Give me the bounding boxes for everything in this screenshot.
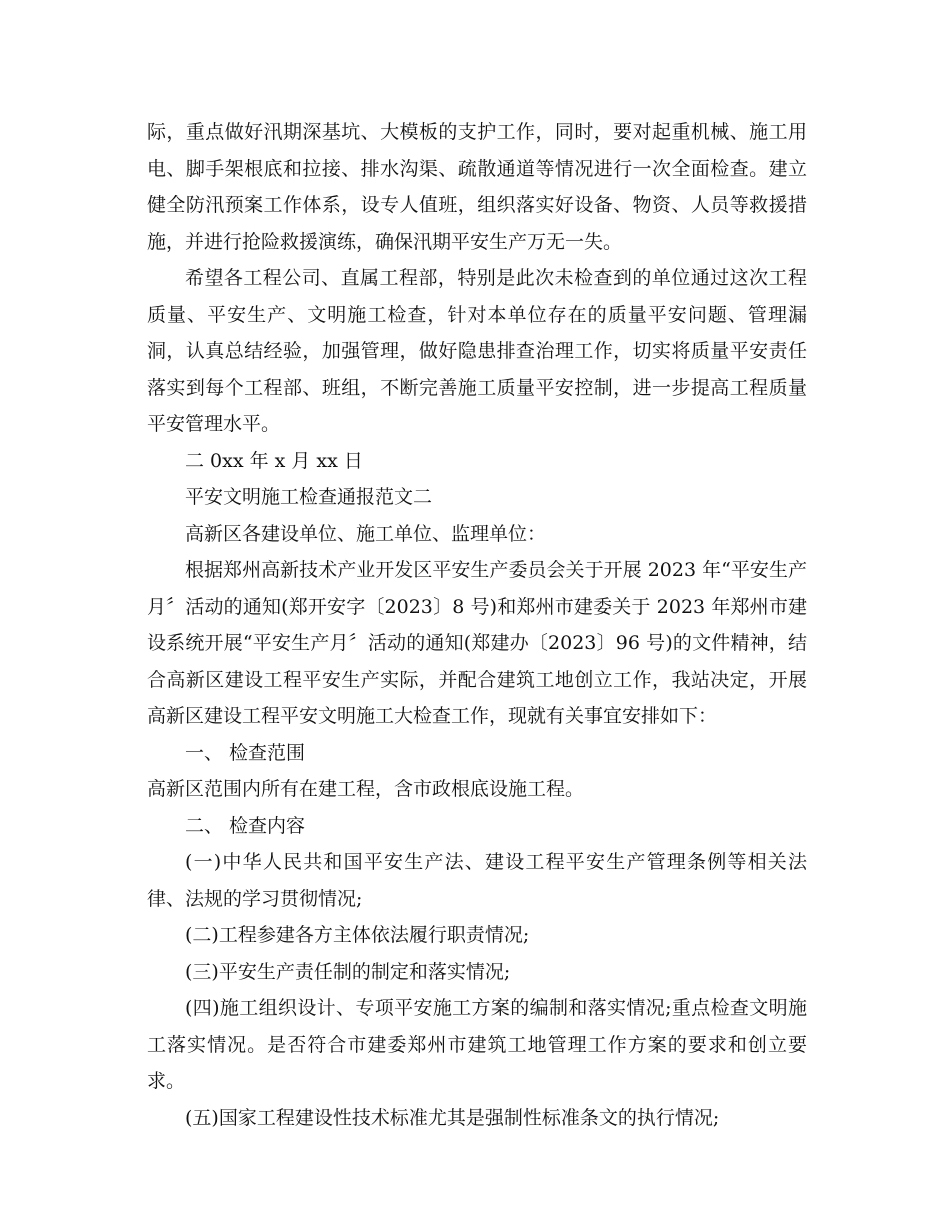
- paragraph-flood-safety: 际，重点做好汛期深基坑、大模板的支护工作，同时，要对起重机械、施工用电、脚手架根底和拉接、排水沟渠、疏散通道等情况进行一次全面检查。建立健全防汛预案工作体系，设专人值班，组织落实好设备、物资、人员等救援措施，并进行抢险救援演练，确保汛期平安生产万无一失。: [147, 121, 807, 253]
- heading-scope: 一、 检查范围: [185, 741, 306, 764]
- paragraph-date: 二 0xx 年 x 月 xx 日: [185, 449, 363, 472]
- paragraph-expectation: 希望各工程公司、直属工程部，特别是此次未检查到的单位通过这次工程质量、平安生产、文明施工检查，针对本单位存在的质量平安问题、管理漏洞，认真总结经验，加强管理，做好隐患排查治理工作，切实将质量平安责任落实到每个工程部、班组，不断完善施工质量平安控制，进一步提高工程质量平安管理水平。: [147, 267, 807, 435]
- list-item: (一)中华人民共和国平安生产法、建设工程平安生产管理条例等相关法律、法规的学习贯彻情况;: [147, 851, 807, 910]
- section-heading: 平安文明施工检查通报范文二: [185, 486, 433, 508]
- document-body: [147, 114, 807, 1136]
- paragraph-scope: 高新区范围内所有在建工程，含市政根底设施工程。: [147, 778, 585, 800]
- heading-content: 二、 检查内容: [185, 814, 306, 837]
- list-item: (三)平安生产责任制的制定和落实情况;: [185, 960, 511, 983]
- list-item: (四)施工组织设计、专项平安施工方案的编制和落实情况;重点检查文明施工落实情况。是否符合市建委郑州市建筑工地管理工作方案的要求和创立要求。: [147, 997, 807, 1092]
- paragraph-addressee: 高新区各建设单位、施工单位、监理单位：: [185, 522, 547, 545]
- paragraph-basis: 根据郑州高新技术产业开发区平安生产委员会关于开展 2023 年“平安生产月〞活动的通知(郑开安字〔2023〕8 号)和郑州市建委关于 2023 年郑州市建设系统开展“平安生产月〞活动的通知(郑建办〔2023〕96 号)的文件精神，结合高新区建设工程平安生产实际，并配合建筑工地创立工作，我站决定，开展高新区建设工程平安文明施工大检查工作，现就有关事宜安排如下：: [147, 559, 807, 727]
- list-item: (五)国家工程建设性技术标准尤其是强制性标准条文的执行情况;: [185, 1106, 720, 1129]
- list-item: (二)工程参建各方主体依法履行职责情况;: [185, 924, 530, 946]
